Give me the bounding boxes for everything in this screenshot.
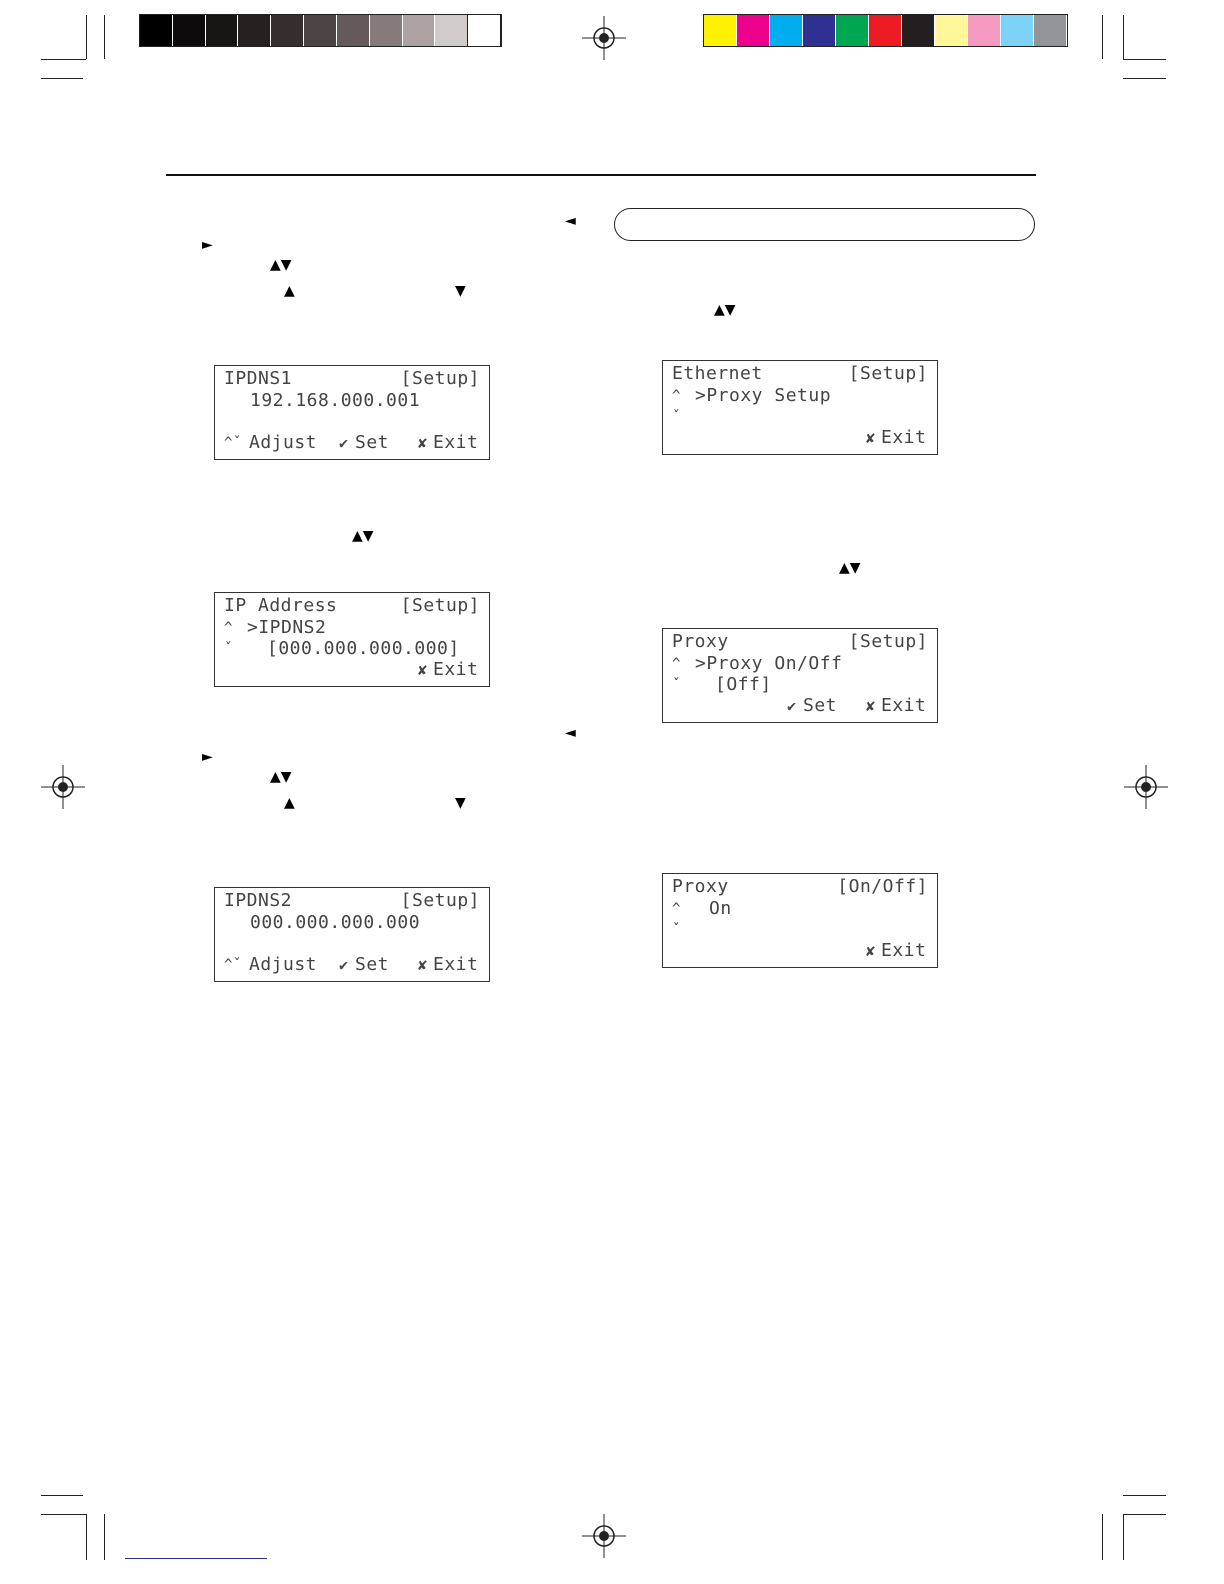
lcd-proxy-onoff xyxy=(662,873,938,968)
lcd-caret-up: ^ xyxy=(224,620,233,636)
lcd-set: Set xyxy=(355,954,390,975)
color-swatch xyxy=(140,15,172,46)
color-swatch xyxy=(869,15,901,46)
lcd-exit: Exit xyxy=(433,432,479,453)
lcd-caret-up: ^ xyxy=(672,901,681,917)
lcd-value: [000.000.000.000] xyxy=(267,638,460,659)
lcd-value: [Off] xyxy=(715,674,772,695)
color-swatch xyxy=(337,15,369,46)
lcd-exit: Exit xyxy=(881,427,927,448)
lcd-set: Set xyxy=(803,695,838,716)
header-rule xyxy=(166,174,1036,176)
registration-target-right xyxy=(1124,765,1168,809)
color-swatch xyxy=(935,15,967,46)
color-swatch xyxy=(173,15,205,46)
lcd-mode: [Setup] xyxy=(400,368,480,389)
color-swatch xyxy=(770,15,802,46)
up-arrow-icon: ▲ xyxy=(284,283,295,299)
color-swatch xyxy=(238,15,270,46)
lcd-menu-item: >Proxy Setup xyxy=(695,385,832,406)
up-arrow-icon: ▲ xyxy=(284,795,295,811)
color-swatch xyxy=(836,15,868,46)
lcd-value: On xyxy=(709,898,732,919)
lcd-ipdns2 xyxy=(214,887,490,982)
color-swatch xyxy=(271,15,303,46)
color-swatch xyxy=(704,15,736,46)
down-arrow-icon: ▼ xyxy=(455,795,466,811)
color-swatch xyxy=(737,15,769,46)
check-icon: ✔ xyxy=(339,956,349,974)
lcd-caret-up: ^ xyxy=(672,388,681,404)
color-swatch xyxy=(370,15,402,46)
cross-icon: ✘ xyxy=(418,956,428,974)
lcd-caret-down: ˇ xyxy=(224,641,233,657)
lcd-title: Proxy xyxy=(672,631,729,652)
cross-icon: ✘ xyxy=(418,434,428,452)
registration-target-top xyxy=(582,16,626,60)
color-swatch xyxy=(435,15,467,46)
lcd-caret-up: ^ xyxy=(672,656,681,672)
lcd-proxy-setup xyxy=(662,628,938,723)
lcd-caret-down: ˇ xyxy=(672,922,681,938)
lcd-menu-item: >Proxy On/Off xyxy=(695,653,843,674)
color-swatch xyxy=(902,15,934,46)
lcd-caret-down: ˇ xyxy=(672,409,681,425)
lcd-exit: Exit xyxy=(433,954,479,975)
lcd-title: IP Address xyxy=(224,595,338,616)
check-icon: ✔ xyxy=(787,697,797,715)
up-down-arrow-icon: ▲▼ xyxy=(839,560,861,576)
down-arrow-icon: ▼ xyxy=(455,283,466,299)
lcd-title: Ethernet xyxy=(672,363,763,384)
lcd-mode: [Setup] xyxy=(400,595,480,616)
lcd-ethernet xyxy=(662,360,938,455)
lcd-title: Proxy xyxy=(672,876,729,897)
lcd-caret-down: ˇ xyxy=(672,677,681,693)
lcd-ipdns1 xyxy=(214,365,490,460)
lcd-mode: [Setup] xyxy=(848,363,928,384)
lcd-adjust: Adjust xyxy=(249,954,318,975)
color-swatch xyxy=(1001,15,1033,46)
lcd-set: Set xyxy=(355,432,390,453)
up-down-arrow-icon: ▲▼ xyxy=(714,302,736,318)
lcd-mode: [Setup] xyxy=(848,631,928,652)
up-down-arrow-icon: ▲▼ xyxy=(270,257,292,273)
right-arrow-icon: ► xyxy=(202,237,213,253)
cross-icon: ✘ xyxy=(866,697,876,715)
color-swatch xyxy=(206,15,238,46)
lcd-title: IPDNS2 xyxy=(224,890,293,911)
cross-icon: ✘ xyxy=(866,942,876,960)
registration-target-left xyxy=(41,765,85,809)
color-swatch xyxy=(304,15,336,46)
registration-target-bottom xyxy=(582,1514,626,1558)
color-swatch xyxy=(968,15,1000,46)
cross-icon: ✘ xyxy=(418,661,428,679)
lcd-exit: Exit xyxy=(881,940,927,961)
lcd-menu-item: >IPDNS2 xyxy=(247,617,327,638)
right-arrow-icon: ► xyxy=(202,749,213,765)
left-arrow-icon: ◄ xyxy=(565,213,576,229)
lcd-mode: [On/Off] xyxy=(837,876,928,897)
color-swatch xyxy=(403,15,435,46)
lcd-value: 192.168.000.001 xyxy=(250,390,421,411)
section-heading-pill xyxy=(614,208,1035,241)
check-icon: ✔ xyxy=(339,434,349,452)
up-down-arrow-icon: ▲▼ xyxy=(352,528,374,544)
left-arrow-icon: ◄ xyxy=(565,725,576,741)
color-swatch xyxy=(468,15,500,46)
lcd-mode: [Setup] xyxy=(400,890,480,911)
color-swatch xyxy=(1034,15,1066,46)
lcd-exit: Exit xyxy=(881,695,927,716)
up-down-arrow-icon: ▲▼ xyxy=(270,769,292,785)
lcd-caret-updown: ^ˇ xyxy=(224,957,242,973)
color-swatch xyxy=(803,15,835,46)
lcd-title: IPDNS1 xyxy=(224,368,293,389)
cross-icon: ✘ xyxy=(866,429,876,447)
lcd-value: 000.000.000.000 xyxy=(250,912,421,933)
lcd-adjust: Adjust xyxy=(249,432,318,453)
lcd-ip-address xyxy=(214,592,490,687)
lcd-caret-updown: ^ˇ xyxy=(224,435,242,451)
lcd-exit: Exit xyxy=(433,659,479,680)
